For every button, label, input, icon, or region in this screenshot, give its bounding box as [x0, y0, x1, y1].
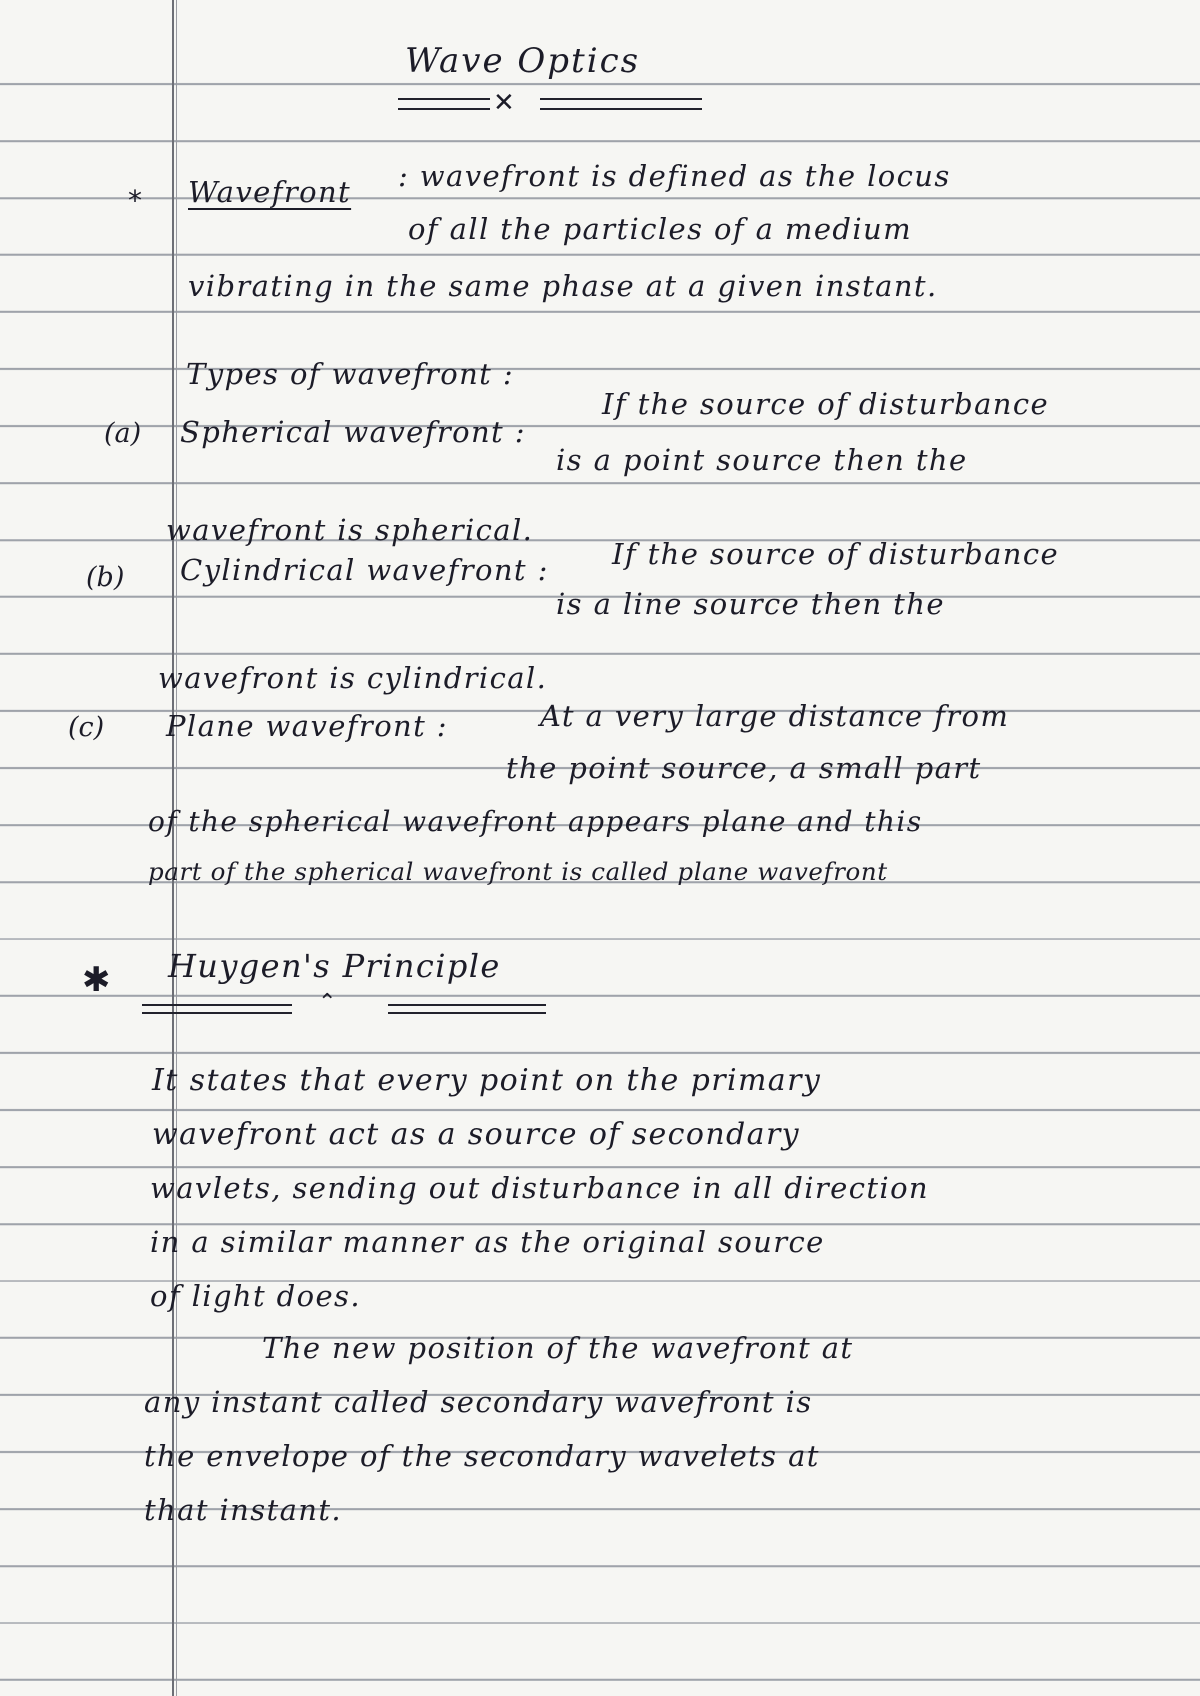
huygens-p1-line4: in a similar manner as the original source: [150, 1225, 825, 1259]
type-c-line4: part of the spherical wavefront is called plane wavefront: [148, 857, 888, 886]
huygens-p2-line1: The new position of the wavefront at: [262, 1331, 854, 1365]
type-b-line3: wavefront is cylindrical.: [158, 661, 548, 695]
wavefront-heading: Wavefront: [188, 175, 352, 209]
wavefront-line2: of all the particles of a medium: [408, 212, 912, 246]
wavefront-line3: vibrating in the same phase at a given instant.: [188, 269, 938, 303]
huygens-p1-line1: It states that every point on the primary: [152, 1063, 822, 1098]
huygens-heading: Huygen's Principle: [168, 947, 501, 985]
types-heading: Types of wavefront :: [186, 357, 514, 391]
heading-caret: ⌃: [318, 990, 337, 1015]
type-c-name: Plane wavefront :: [166, 709, 448, 743]
wavefront-line1: : wavefront is defined as the locus: [398, 159, 951, 193]
title-caret: ✕: [493, 88, 515, 118]
type-b-line2: is a line source then the: [556, 587, 945, 621]
heading-rule: [142, 1012, 292, 1014]
type-c-label: (c): [68, 712, 105, 743]
heading-rule: [142, 1004, 292, 1006]
type-b-line1: If the source of disturbance: [612, 537, 1060, 571]
page-title: Wave Optics: [405, 41, 641, 81]
type-c-line2: the point source, a small part: [506, 751, 982, 785]
type-a-line1: If the source of disturbance: [602, 387, 1050, 421]
type-c-line3: of the spherical wavefront appears plane and this: [148, 805, 923, 838]
huygens-p2-line2: any instant called secondary wavefront is: [144, 1385, 813, 1419]
type-a-line2: is a point source then the: [556, 443, 968, 477]
heading-rule: [388, 1012, 546, 1014]
huygens-p1-line5: of light does.: [150, 1279, 361, 1313]
huygens-p1-line2: wavefront act as a source of secondary: [152, 1117, 801, 1152]
type-a-line3: wavefront is spherical.: [166, 513, 534, 547]
type-a-name: Spherical wavefront :: [180, 415, 526, 449]
type-a-label: (a): [104, 418, 142, 449]
type-c-line1: At a very large distance from: [540, 699, 1010, 733]
title-rule: [398, 108, 490, 110]
huygens-p2-line3: the envelope of the secondary wavelets at: [144, 1439, 820, 1473]
title-rule: [398, 98, 490, 100]
huygens-p1-line3: wavlets, sending out disturbance in all direction: [150, 1171, 930, 1205]
type-b-name: Cylindrical wavefront :: [180, 553, 549, 587]
type-b-label: (b): [86, 562, 125, 593]
huygens-p2-line4: that instant.: [144, 1493, 343, 1527]
bullet-star: *: [128, 184, 142, 217]
title-rule: [540, 98, 702, 100]
bullet-star-bold: ✱: [82, 960, 111, 1000]
title-rule: [540, 108, 702, 110]
heading-rule: [388, 1004, 546, 1006]
